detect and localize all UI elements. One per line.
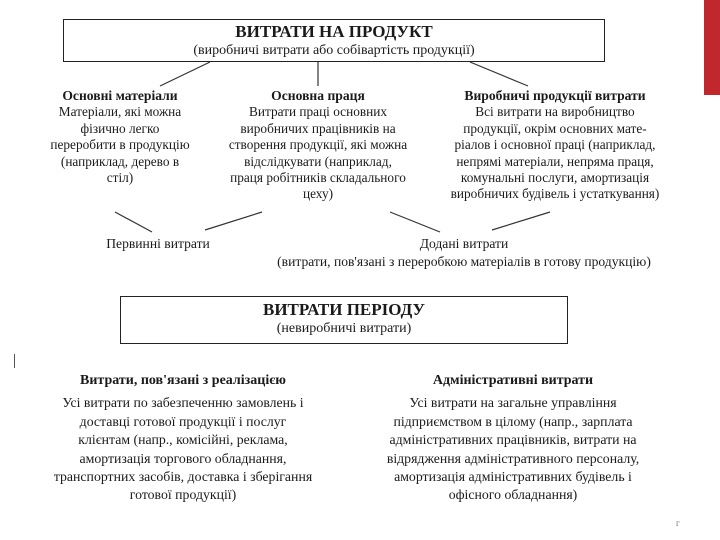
column-line: виробничих працівників на	[240, 120, 396, 136]
period-column-line: Усі витрати по забезпеченню замовлень і	[62, 395, 304, 411]
period-column-line: амортизація торгового обладнання,	[79, 450, 287, 466]
column-line: виробничих будівель і устаткування)	[450, 186, 660, 202]
added-costs-label: Додані витрати	[419, 236, 509, 251]
period-costs-subtitle: (невиробничі витрати)	[276, 321, 412, 336]
column-heading: Основна праця	[271, 88, 365, 103]
connector-primary-left	[115, 212, 152, 232]
connector-primary-right	[205, 212, 262, 230]
column-materials	[20, 88, 220, 186]
period-costs-title: ВИТРАТИ ПЕРІОДУ	[262, 300, 426, 319]
period-column-line: відрядження адміністративного персоналу,	[386, 450, 640, 466]
column-line: комунальні послуги, амортизація	[460, 170, 650, 186]
period-column-line: підприємством в цілому (напр., зарплата	[393, 413, 633, 429]
period-column-line: амортизація адміністративних будівель і	[394, 469, 632, 485]
connector-added-left	[390, 212, 440, 232]
connector-materials	[160, 62, 210, 86]
column-heading: Основні матеріали	[62, 88, 178, 103]
column-line: Витрати праці основних	[248, 104, 388, 120]
column-line: створення продукції, які можна	[228, 137, 408, 153]
column-line: Всі витрати на виробництво	[475, 104, 635, 120]
connector-added-right	[492, 212, 550, 230]
column-line: стіл)	[106, 170, 134, 186]
column-overhead	[420, 88, 690, 203]
column-line: Матеріали, які можна	[58, 104, 182, 120]
period-column-sales	[18, 372, 348, 505]
period-column-line: адміністративних працівників, витрати на	[389, 432, 637, 448]
margin-mark	[14, 354, 15, 368]
period-column-heading: Адміністративні витрати	[432, 373, 594, 388]
product-costs-title: ВИТРАТИ НА ПРОДУКТ	[235, 22, 433, 41]
column-line: продукції, окрім основних мате-	[463, 120, 647, 136]
column-line: непрямі матеріали, непряма праця,	[456, 153, 654, 169]
period-column-line: доставці готової продукції і послуг	[79, 413, 287, 429]
connector-overhead	[470, 62, 528, 86]
period-column-admin	[348, 372, 678, 505]
column-line: (наприклад, дерево в	[60, 153, 180, 169]
column-line: відслідкувати (наприклад,	[244, 153, 392, 169]
column-line: праця робітників складального	[230, 170, 406, 186]
column-heading: Виробничі продукції витрати	[464, 88, 646, 103]
period-column-line: офісного обладнання)	[448, 487, 578, 503]
period-column-heading: Витрати, пов'язані з реалізацією	[80, 373, 286, 388]
column-labor	[196, 88, 440, 203]
period-column-line: транспортних засобів, доставка і зберігання	[53, 469, 313, 485]
column-line: переробити в продукцію	[50, 137, 190, 153]
period-column-line: готової продукції)	[129, 487, 237, 503]
product-costs-subtitle: (виробничі витрати або собівартість продукції)	[193, 43, 475, 58]
page-marker: г	[676, 518, 680, 528]
column-line: фізично легко	[80, 120, 160, 136]
column-line: ріалов і основної праці (наприклад,	[454, 137, 656, 153]
period-costs-box	[120, 296, 568, 344]
primary-costs-label: Первинні витрати	[106, 236, 210, 251]
added-costs-note: (витрати, пов'язані з переробкою матеріалів в готову продукцію)	[277, 254, 651, 269]
product-costs-box	[63, 19, 605, 62]
period-column-line: Усі витрати на загальне управління	[409, 395, 617, 411]
period-column-line: клієнтам (напр., комісійні, реклама,	[78, 432, 288, 448]
column-line: цеху)	[302, 186, 334, 202]
